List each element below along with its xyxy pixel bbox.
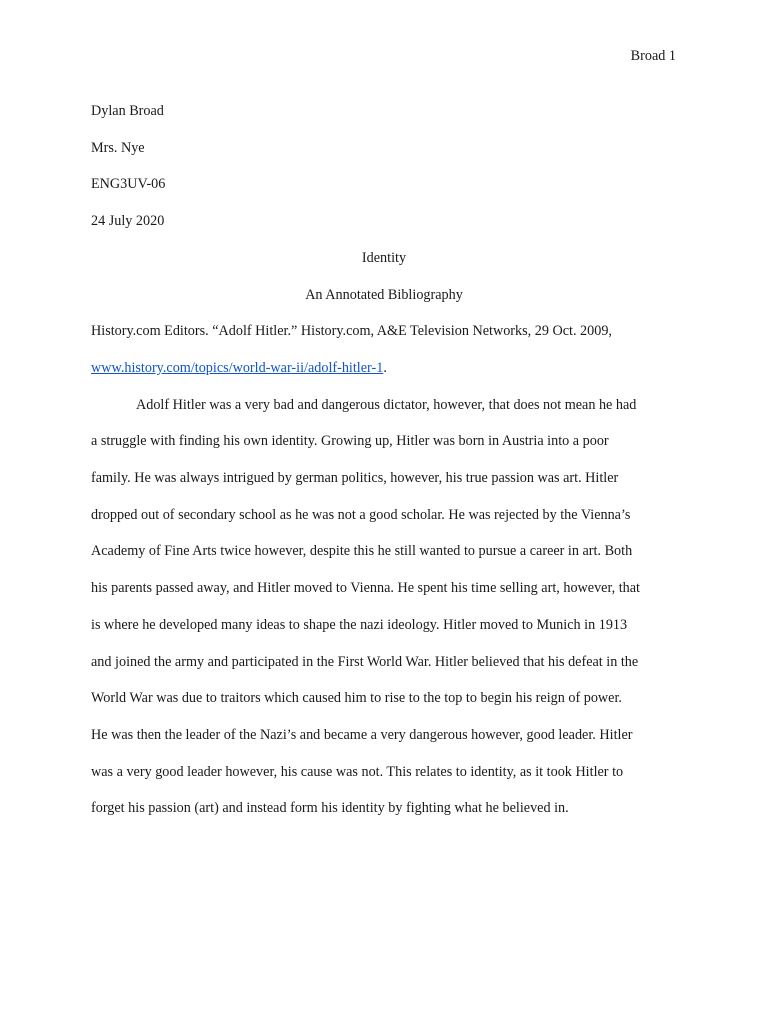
document-subtitle: An Annotated Bibliography: [305, 286, 463, 303]
annotation-line: was a very good leader however, his cause was not. This relates to identity, as it took Hitler to: [91, 763, 624, 780]
citation-url-line: [91, 350, 677, 387]
annotation-line: his parents passed away, and Hitler moved to Vienna. He spent his time selling art, however, that: [91, 580, 640, 597]
course-code: ENG3UV-06: [91, 176, 166, 193]
running-header: Broad 1: [630, 48, 676, 64]
annotation-line: Adolf Hitler was a very bad and dangerous dictator, however, that does not mean he had: [136, 396, 637, 413]
annotation-line: a struggle with finding his own identity. Growing up, Hitler was born in Austria into a poor: [91, 433, 609, 450]
annotation-line: forget his passion (art) and instead form his identity by fighting what he believed in.: [91, 800, 569, 817]
annotation-line: is where he developed many ideas to shape the nazi ideology. Hitler moved to Munich in 1913: [91, 616, 628, 633]
teacher-name: Mrs. Nye: [91, 139, 145, 156]
citation-link[interactable]: www.history.com/topics/world-war-ii/adolf-hitler-1: [91, 359, 384, 376]
annotation-line: Academy of Fine Arts twice however, despite this he still wanted to pursue a career in art. Both: [91, 543, 633, 560]
document-date: 24 July 2020: [91, 213, 165, 230]
author-name: Dylan Broad: [91, 103, 164, 119]
annotation-line: family. He was always intrigued by german politics, however, his true passion was art. Hitler: [91, 470, 619, 487]
annotation-line: World War was due to traitors which caused him to rise to the top to begin his reign of power.: [91, 690, 622, 707]
document-body: [91, 93, 677, 827]
annotation-line: He was then the leader of the Nazi’s and became a very dangerous however, good leader. Hitler: [91, 726, 633, 743]
annotation-line: and joined the army and participated in the First World War. Hitler believed that his defeat in the: [91, 653, 639, 670]
citation-period: .: [383, 359, 387, 376]
citation-text: History.com Editors. “Adolf Hitler.” History.com, A&E Television Networks, 29 Oct. 2009,: [91, 323, 612, 340]
document-title: Identity: [361, 249, 407, 266]
annotation-line: dropped out of secondary school as he was not a good scholar. He was rejected by the Vienna’s: [91, 506, 631, 523]
